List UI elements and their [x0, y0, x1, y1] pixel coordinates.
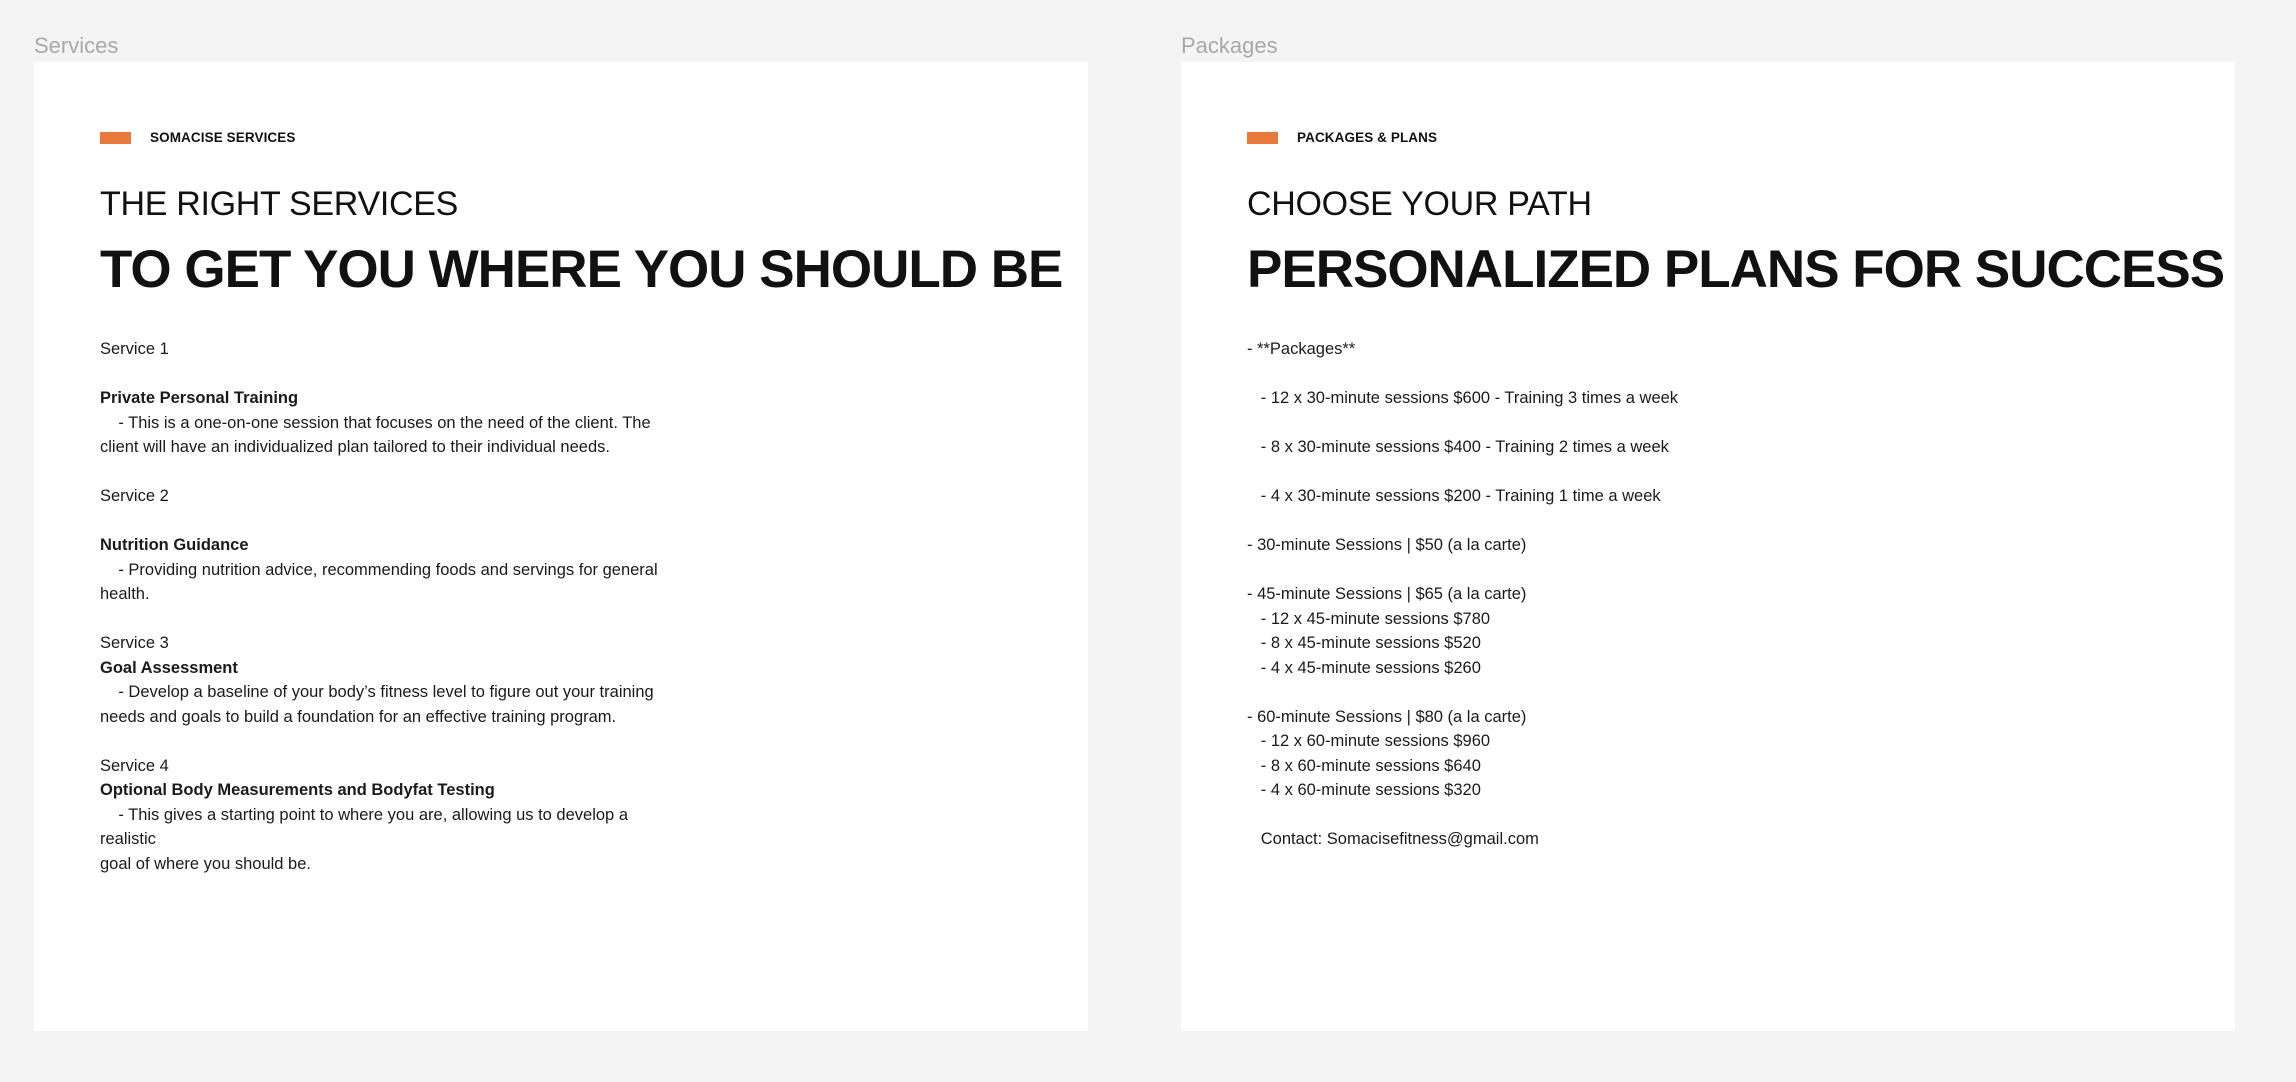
packages-heading: - **Packages**: [1247, 340, 1356, 358]
services-eyebrow-text: SOMACISE SERVICES: [150, 130, 296, 145]
packages-body: [1247, 337, 2047, 852]
service-title: Private Personal Training: [100, 389, 299, 407]
service-description: goal of where you should be.: [100, 854, 311, 873]
service-number: Service 4: [100, 756, 169, 775]
packages-eyebrow: [1247, 131, 1437, 145]
services-headline: TO GET YOU WHERE YOU SHOULD BE: [100, 240, 1063, 299]
package-item: - 4 x 30-minute sessions $200 - Training 1 time a week: [1247, 487, 1661, 505]
service-description: health.: [100, 585, 150, 603]
service-description: - This gives a starting point to where you are, allowing us to develop a realistic: [100, 805, 633, 848]
contact-line: Contact: Somacisefitness@gmail.com: [1247, 830, 1539, 848]
package-item: - 12 x 45-minute sessions $780: [1247, 609, 1491, 628]
packages-headline: PERSONALIZED PLANS FOR SUCCESS: [1247, 240, 2225, 299]
service-description: - This is a one-on-one session that focuses on the need of the client. The: [100, 413, 651, 432]
package-item: - 8 x 30-minute sessions $400 - Training 2 times a week: [1247, 438, 1669, 456]
session-rate: - 30-minute Sessions | $50 (a la carte): [1247, 536, 1527, 554]
frame-label-services[interactable]: Services: [34, 33, 119, 58]
service-title: Optional Body Measurements and Bodyfat Testing: [100, 781, 495, 799]
service-number: Service 2: [100, 487, 169, 505]
service-number: Service 1: [100, 340, 169, 358]
package-item: - 4 x 45-minute sessions $260: [1247, 658, 1481, 677]
services-subhead: THE RIGHT SERVICES: [100, 185, 458, 223]
package-item: - 12 x 30-minute sessions $600 - Training 3 times a week: [1247, 389, 1679, 407]
packages-eyebrow-text: PACKAGES & PLANS: [1297, 130, 1438, 145]
package-item: - 4 x 60-minute sessions $320: [1247, 781, 1481, 799]
services-frame[interactable]: [34, 62, 1088, 1031]
service-description: - Develop a baseline of your body’s fitness level to figure out your training: [100, 683, 654, 701]
session-rate: - 45-minute Sessions | $65 (a la carte): [1247, 585, 1527, 603]
package-item: - 8 x 60-minute sessions $640: [1247, 756, 1481, 775]
packages-subhead: CHOOSE YOUR PATH: [1247, 185, 1592, 223]
accent-bar: [1247, 132, 1278, 144]
services-body: [100, 337, 670, 876]
package-item: - 12 x 60-minute sessions $960: [1247, 732, 1491, 750]
service-description: needs and goals to build a foundation for an effective training program.: [100, 707, 617, 726]
service-title: Goal Assessment: [100, 658, 238, 677]
accent-bar: [100, 132, 131, 144]
packages-frame[interactable]: [1181, 62, 2235, 1031]
package-item: - 8 x 45-minute sessions $520: [1247, 634, 1481, 652]
service-number: Service 3: [100, 634, 169, 652]
service-description: - Providing nutrition advice, recommending foods and servings for general: [100, 560, 658, 579]
frame-label-packages[interactable]: Packages: [1181, 33, 1278, 58]
service-description: client will have an individualized plan tailored to their individual needs.: [100, 438, 610, 456]
services-eyebrow: [100, 131, 296, 145]
service-title: Nutrition Guidance: [100, 536, 249, 554]
session-rate: - 60-minute Sessions | $80 (a la carte): [1247, 707, 1527, 726]
